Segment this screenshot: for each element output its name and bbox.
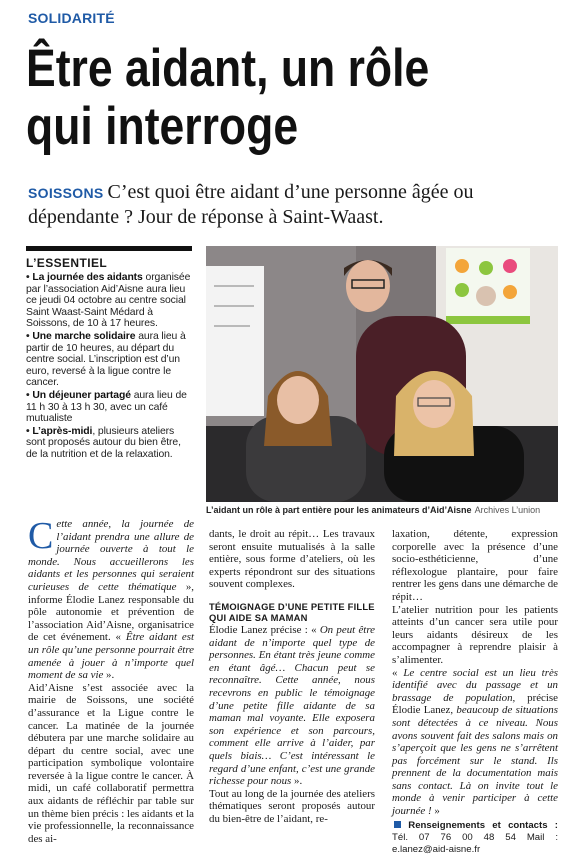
quote-text: Le centre social est un lieu très identifié avec du passage et un brassage de population, <box>392 666 559 704</box>
contact-label: Renseignements et contacts : <box>408 819 558 831</box>
body-column-2 <box>209 528 375 825</box>
drop-cap: C <box>28 515 54 557</box>
subheading-line: TÉMOIGNAGE D’UNE PETITE FILLE <box>209 600 375 612</box>
quote-text: On peut être aidant de n’importe quel type de personnes. En étant très jeune comme en étant âgé… Chacun peut se reconnaître. Cette année, nous recevrons en public le témoignage d’une petite fille aidante de sa maman mal voyante. Elle exposera son expérience et son parcours, comment elle arrive à l’aider, par quels biais… C’est intéressant le regard d’une enfant, c’est une grande richesse pour nous <box>209 623 375 788</box>
contact-info <box>392 820 558 857</box>
essentiel-title: L’ESSENTIEL <box>26 256 108 270</box>
paragraph-text: » <box>431 805 440 818</box>
paragraph: laxation, détente, expression corporelle avec la présence d’une socio-esthéticienne, d’une réflexologue plantaire, pour faire rentrer les gens dans une démarche de répit… <box>392 528 558 603</box>
paragraph: dants, le droit au répit… Les travaux seront ensuite mutualisés à la salle entière, sous forme d’ateliers, où les experts répondront sur des situations souvent complexes. <box>209 528 375 591</box>
contact-email: Mail : e.lanez@aid-aisne.fr <box>392 832 558 856</box>
section-label: SOLIDARITÉ <box>28 10 115 26</box>
essentiel-item-bold: Un déjeuner partagé <box>32 389 131 401</box>
body-column-1 <box>28 515 195 845</box>
standfirst-text: C’est quoi être aidant d’une personne âgée ou dépendante ? Jour de réponse à Saint-Waast. <box>28 181 474 228</box>
photo-credit: Archives L’union <box>474 505 541 515</box>
article-photo <box>206 246 558 502</box>
paragraph: Tout au long de la journée des ateliers thématiques seront proposés autour du bien-être de l’aidant, re- <box>209 787 375 825</box>
headline-line-2: qui interroge <box>26 97 299 156</box>
body-column-3 <box>392 528 558 857</box>
essentiel-item: • L’après-midi, plusieurs ateliers sont proposés autour du bien être, de la nutrition et de la relaxation. <box>26 425 181 460</box>
end-mark-icon <box>394 821 401 828</box>
paragraph-text: Élodie Lanez précise : « <box>209 623 320 636</box>
essentiel-item-bold: Une marche solidaire <box>32 330 136 342</box>
paragraph: L’atelier nutrition pour les patients atteints d’un cancer sera utile pour leurs aidants désireux de les accompagner à reprendre plaisir à s’alimenter. <box>392 603 558 666</box>
essentiel-item: • Un déjeuner partagé aura lieu de 11 h 30 à 13 h 30, avec un café mutualiste <box>26 389 187 425</box>
caption-text: L’aidant un rôle à part entière pour les animateurs d’Aid’Aisne <box>206 505 472 515</box>
quote-text: Être aidant est un rôle qu’une personne pourrait être amenée à jouer à n’importe quel moment de sa vie <box>28 631 194 682</box>
essentiel-item-text: aura lieu à partir de 10 heures, au départ du centre social. L’inscription est d’un euro, reversé à la ligue contre le cancer. <box>26 330 186 389</box>
paragraph-text: ». <box>103 669 115 682</box>
standfirst <box>28 180 548 229</box>
quote-text: ette année, la journée de l’aidant prendra une allure de journée ouverte à tout le monde. Nous accueillerons les aidants et les personnes qui seraient curieuses de cette thématique <box>28 518 194 593</box>
essentiel-item: • Une marche solidaire aura lieu à partir de 10 heures, au départ du centre social. L’inscription est d’un euro, reversé à la ligue contre le cancer. <box>26 330 186 389</box>
essentiel-box <box>26 246 192 462</box>
quote-text: beaucoup de situations sont détectées à ce niveau. Nous avons souvent fait des salons mais on s’aperçoit que les gens ne s’arrêtent pas forcément sur le stand. Ils prennent de la documentation mais sans contact. Là on invite tout le monde à venir participer à cette journée ! <box>392 704 558 818</box>
paragraph-text: », informe Élodie Lanez responsable du pôle autonomie et prévention de l’association Aid’Aisne, organisatrice de cet événement. « <box>28 580 195 644</box>
paragraph <box>209 624 375 788</box>
dateline-city: SOISSONS <box>28 185 104 201</box>
headline <box>26 40 463 156</box>
paragraph-text: précise Élodie Lanez, <box>392 691 558 717</box>
subheading-line: QUI AIDE SA MAMAN <box>209 611 308 623</box>
essentiel-bar <box>26 246 192 251</box>
essentiel-item-text: aura lieu de 11 h 30 à 13 h 30, avec un café mutualiste <box>26 389 187 425</box>
essentiel-item-text: organisée par l’association Aid’Aisne aura lieu ce jeudi 04 octobre au centre social Saint Waast-Saint Médard à Soissons, de 10 à 17 heures. <box>26 272 191 330</box>
paragraph: Aid’Aisne s’est associée avec la mairie de Soissons, une société d’assurance et la Ligue contre le cancer. La matinée de la journée débutera par une marche solidaire au départ du centre social, avec une participation symbolique volontaire reversée à la ligue contre le cancer. À midi, un café collaboratif permettra aux aidants de réfléchir par table sur un thème bien précis : les aidants et la vie professionnelle, la reconnaissance des ai- <box>28 681 194 845</box>
paragraph <box>28 515 195 682</box>
essentiel-item-text: , plusieurs ateliers sont proposés autour du bien être, de la nutrition et de la relaxation. <box>26 425 181 460</box>
photo-caption <box>206 505 558 515</box>
essentiel-item-bold: L’après-midi <box>32 425 93 437</box>
contact-phone: Tél. 07 76 00 48 54 <box>392 832 516 844</box>
photo-illustration <box>206 246 558 502</box>
paragraph <box>392 667 558 818</box>
subheading <box>209 601 375 623</box>
essentiel-item-bold: La journée des aidants <box>32 272 143 283</box>
headline-line-1: Être aidant, un rôle <box>26 39 430 98</box>
paragraph-text: ». <box>291 775 303 788</box>
essentiel-item: • La journée des aidants organisée par l’association Aid’Aisne aura lieu ce jeudi 04 octobre au centre social Saint Waast-Saint Médard à Soissons, de 10 à 17 heures. <box>26 272 191 330</box>
paragraph-text: « <box>392 666 404 679</box>
